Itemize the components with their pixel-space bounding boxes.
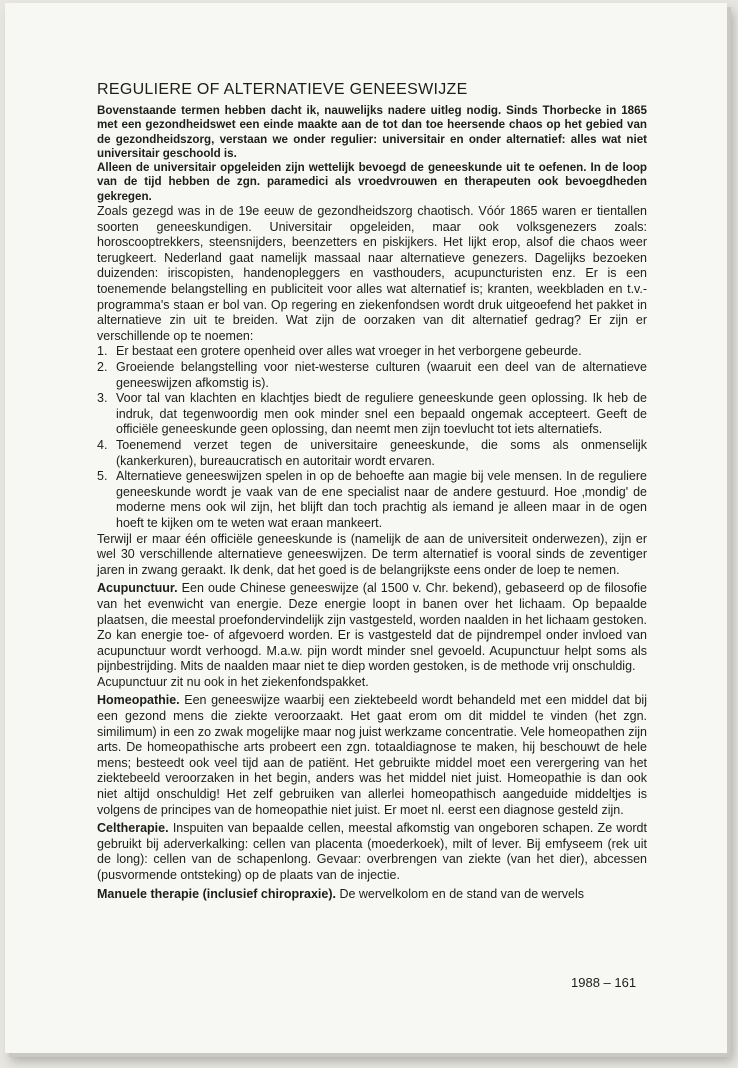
body-paragraph-1: Zoals gezegd was in de 19e eeuw de gezondheidszorg chaotisch. Vóór 1865 waren er tientallen soorten geneeskundigen. Universitair opgeleiden, maar ook volksgenezers zoals: horoscooptrekkers, steensnijders, beenzetters en piskijkers. Het lijkt erop, alsof die chaos weer terugkeert. Nederland gaat namelijk massaal naar alternatieve genezers. Dagelijks bezoeken duizenden: iriscopisten, handenopleggers en vasthouders, acupuncturisten enz. Er is een toenemende belangstelling en publiciteit voor alles wat alternatief is; kranten, weekbladen en t.v.-programma's staan er bol van. Op regering en ziekenfondsen wordt druk uitgeoefend het pakket in alternatieve zin uit te breiden. Wat zijn de oorzaken van dit alternatief gedrag? Er zijn er verschillende op te noemen: xyxy=(97,204,647,343)
section-celtherapie: Celtherapie. Inspuiten van bepaalde cellen, meestal afkomstig van ongeboren schapen. Ze wordt gebruikt bij aderverkalking: cellen van placenta (moederkoek), milt of lever. Bij emfyseem (rek uit de long): cellen van de schapenlong. Gevaar: overbrengen van ziekte (van het dier), abcessen (pusvormende ontsteking) op de plaats van de injectie. xyxy=(97,821,647,883)
list-item: 1. Er bestaat een grotere openheid over alles wat vroeger in het verborgene gebeurde. xyxy=(97,344,582,359)
section-manuele-therapie: Manuele therapie (inclusief chiropraxie). De wervelkolom en de stand van de wervels xyxy=(97,886,585,901)
article-title: REGULIERE OF ALTERNATIEVE GENEESWIJZE xyxy=(97,81,468,98)
list-item: 3. Voor tal van klachten en klachtjes biedt de reguliere geneeskunde geen oplossing. Ik heb de indruk, dat tegenwoordig men ook minder snel een bepaald ongemak accepteert. Geeft de officiële geneeskunde geen oplossing, dan neemt men zijn toevlucht tot iets alternatiefs. xyxy=(97,391,647,437)
section-term: Homeopathie. xyxy=(97,693,180,708)
document-page xyxy=(5,3,727,1053)
section-term: Celtherapie. xyxy=(97,821,169,836)
section-term: Manuele therapie (inclusief chiropraxie). xyxy=(97,886,336,901)
causes-list xyxy=(97,344,647,531)
page-number: 1988 – 161 xyxy=(571,975,637,990)
section-homeopathie: Homeopathie. Een geneeswijze waarbij een ziektebeeld wordt behandeld met een middel dat bij een gezond mens die ziekte veroorzaakt. Het gaat erom om dit middel te vinden (het zgn. similimum) in een zo zwak mogelijke maar nog juist werkzame concentratie. Vele homeopathen zijn arts. De homeopathische arts probeert een zgn. totaaldiagnose te maken, hij beschouwt de hele mens; besteedt ook veel tijd aan de patiënt. Het gebruikte middel moet een verergering van het ziektebeeld veroorzaken in het begin, anders was het middel niet juist. Homeopathie is dan ook niet altijd onschuldig! Het zelf gebruiken van allerlei homeopathisch aangeduide middeltjes is volgens de principes van de homeopathie niet juist. Er moet nl. eerst een diagnose gesteld zijn. xyxy=(97,693,647,817)
list-item: 4. Toenemend verzet tegen de universitaire geneeskunde, die soms als onmenselijk (kankerkuren), bureaucratisch en autoritair wordt ervaren. xyxy=(97,437,647,468)
list-item: 5. Alternatieve geneeswijzen spelen in op de behoefte aan magie bij vele mensen. In de reguliere geneeskunde wordt je vaak van de ene specialist naar de andere gestuurd. Hoe ‚mondig' de moderne mens ook wil zijn, het blijft dan toch prachtig als iemand je alleen maar in de ogen hoeft te kijken om te weten wat eraan mankeert. xyxy=(97,469,647,530)
section-acupunctuur-note: Acupunctuur zit nu ook in het ziekenfondspakket. xyxy=(97,674,369,689)
section-acupunctuur: Acupunctuur. Een oude Chinese geneeswijze (al 1500 v. Chr. bekend), gebaseerd op de filosofie van het evenwicht van energie. Deze energie loopt in banen over het lichaam. Op bepaalde plaatsen, die meestal proefondervindelijk zijn vastgesteld, worden naalden in het lichaam gestoken. Zo kan energie toe- of afgevoerd worden. Er is vastgesteld dat de pijndrempel onder invloed van acupunctuur wordt verhoogd. M.a.w. pijn wordt minder snel gevoeld. Acupunctuur helpt soms als pijnbestrijding. Mits de naalden maar niet te diep worden gestoken, is de methode vrij onschuldig. xyxy=(97,581,647,674)
body-paragraph-2: Terwijl er maar één officiële geneeskunde is (namelijk de aan de universiteit onderwezen), zijn er wel 30 verschillende alternatieve geneeswijzen. De term alternatief is vooral sinds de zeventiger jaren in zwang geraakt. Ik denk, dat het goed is de belangrijkste eens onder de loep te nemen. xyxy=(97,531,647,577)
intro-paragraph-2: Alleen de universitair opgeleiden zijn wettelijk bevoegd de geneeskunde uit te oefenen. In de loop van de tijd hebben de zgn. paramedici als vroedvrouwen en therapeuten ook bevoegdheden gekregen. xyxy=(97,161,647,203)
intro-paragraph-1: Bovenstaande termen hebben dacht ik, nauwelijks nadere uitleg nodig. Sinds Thorbecke in 1865 met een gezondheidswet een einde maakte aan de tot dan toe heersende chaos op het gebied van de gezondheidszorg, verstaan we onder regulier: universitair en onder alternatief: alles wat niet universitair geschoold is. xyxy=(97,104,647,160)
section-term: Acupunctuur. xyxy=(97,581,178,596)
article xyxy=(97,81,647,902)
list-item: 2. Groeiende belangstelling voor niet-westerse culturen (waaruit een deel van de alternatieve geneeswijzen afkomstig is). xyxy=(97,360,647,390)
